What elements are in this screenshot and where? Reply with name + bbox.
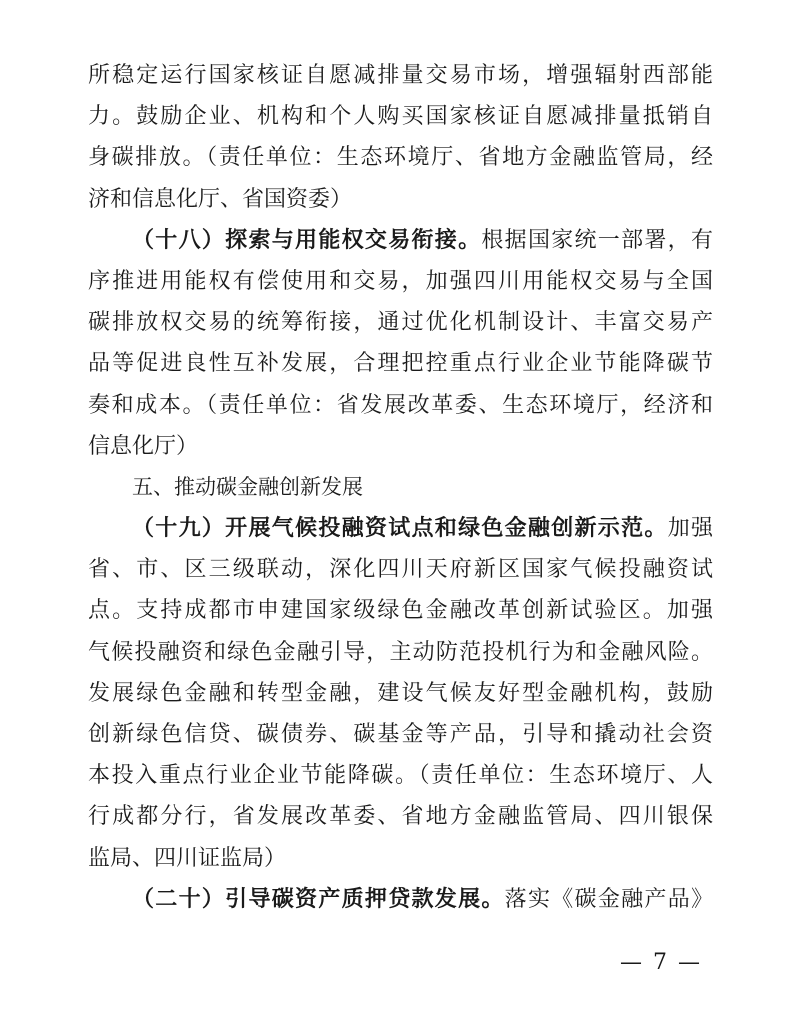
- body-line: 身碳排放。（责任单位：生态环境厅、省地方金融监管局，经: [88, 145, 713, 171]
- body-line: 监局、四川证监局）: [88, 845, 287, 871]
- section-heading: 五、推动碳金融创新发展: [132, 474, 363, 499]
- paragraph-18-title: （十八）探索与用能权交易衔接。: [132, 226, 482, 253]
- document-body: [88, 55, 713, 920]
- body-line: 所稳定运行国家核证自愿减排量交易市场，增强辐射西部能: [88, 63, 713, 88]
- body-text: 根据国家统一部署，有: [481, 227, 713, 253]
- body-line: 发展绿色金融和转型金融，建设气候友好型金融机构，鼓励: [88, 680, 713, 706]
- paragraph-20-title: （二十）引导碳资产质押贷款发展。: [132, 885, 505, 912]
- body-line: 序推进用能权有偿使用和交易，加强四川用能权交易与全国: [88, 268, 713, 294]
- body-line: 创新绿色信贷、碳债券、碳基金等产品，引导和撬动社会资: [88, 722, 713, 747]
- paragraph-20-first-line: [88, 879, 713, 920]
- body-text: 加强: [667, 516, 713, 542]
- body-line: 气候投融资和绿色金融引导，主动防范投机行为和金融风险。: [88, 639, 713, 665]
- paragraph-19-first-line: [88, 508, 713, 549]
- paragraph-18-first-line: [88, 220, 713, 261]
- page-number: — 7 —: [620, 950, 702, 975]
- body-line: 奏和成本。（责任单位：省发展改革委、生态环境厅，经济和: [88, 392, 713, 418]
- paragraph-19-title: （十九）开展气候投融资试点和绿色金融创新示范。: [132, 515, 668, 542]
- body-line: 力。鼓励企业、机构和个人购买国家核证自愿减排量抵销自: [88, 104, 713, 130]
- body-line: 本投入重点行业企业节能降碳。（责任单位：生态环境厅、人: [88, 763, 713, 789]
- body-line: 行成都分行，省发展改革委、省地方金融监管局、四川银保: [88, 804, 713, 830]
- body-line: 碳排放权交易的统筹衔接，通过优化机制设计、丰富交易产: [88, 310, 713, 336]
- body-line: 点。支持成都市申建国家级绿色金融改革创新试验区。加强: [88, 598, 713, 624]
- body-line: 信息化厅）: [88, 433, 199, 459]
- body-line: 品等促进良性互补发展，合理把控重点行业企业节能降碳节: [88, 351, 713, 377]
- body-line: 省、市、区三级联动，深化四川天府新区国家气候投融资试: [88, 557, 713, 583]
- body-line: 济和信息化厅、省国资委）: [88, 186, 353, 212]
- body-text: 落实《碳金融产品》: [504, 886, 713, 912]
